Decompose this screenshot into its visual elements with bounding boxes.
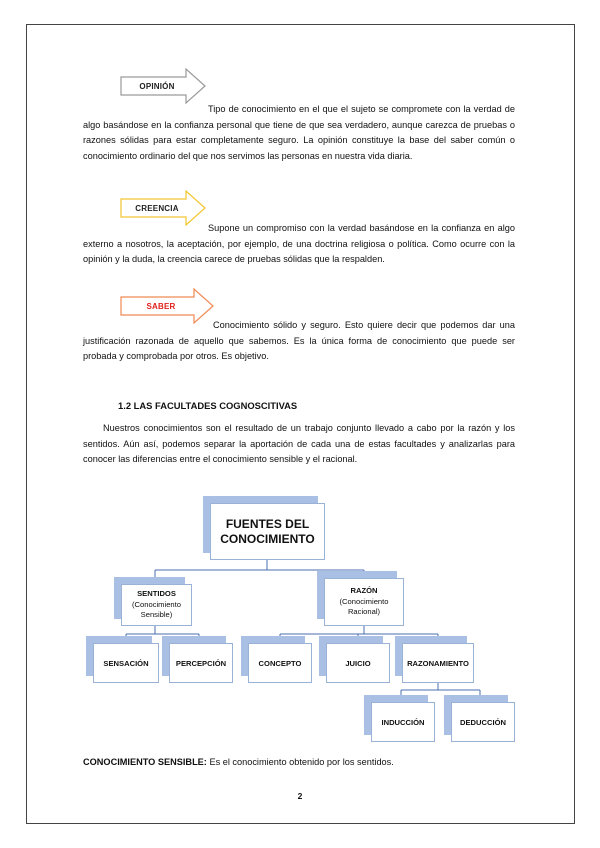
sentidos-sub1: (Conocimiento (132, 599, 181, 609)
percepcion-label: PERCEPCIÓN (175, 658, 227, 668)
sentidos-sub2: Sensible) (140, 610, 173, 620)
juicio-label: JUICIO (345, 658, 371, 668)
intro-paragraph (83, 421, 515, 468)
creencia-text: Supone un compromiso con la verdad basándose en la confianza en algo externo a nosotros, la aceptación, por ejemplo, de una doctrina religiosa o política. Como ocurre con la opinión y la duda, la creencia carece de pruebas sólidas que la respalden. (83, 223, 515, 265)
root-line2: CONOCIMIENTO (220, 531, 315, 546)
opinion-arrow (120, 68, 206, 104)
juicio-node (326, 643, 390, 683)
sentidos-node (121, 584, 192, 626)
concepto-node (248, 643, 312, 683)
opinion-text: Tipo de conocimiento en el que el sujeto se compromete con la verdad de algo basándose en la confianza personal que tiene de que sea verdadero, aunque carezca de pruebas o razones sólidas para estar completamente seguro. La opinión constituye la base del saber común o conocimiento ordinario del que nos servimos las personas en nuestra vida diaria. (83, 104, 515, 161)
deduccion-label: DEDUCCIÓN (460, 717, 506, 727)
section-heading: 1.2 LAS FACULTADES COGNOSCITIVAS (118, 400, 298, 411)
sensacion-node (93, 643, 159, 683)
saber-text: Conocimiento sólido y seguro. Esto quiere decir que podemos dar una justificación razonada de aquello que sabemos. Es la única forma de conocimiento que puede ser probada y comprobada por otros. Es objetivo. (83, 320, 515, 362)
conocimiento-sensible-term: CONOCIMIENTO SENSIBLE: (83, 757, 207, 767)
percepcion-node (169, 643, 233, 683)
razon-title: RAZÓN (350, 586, 378, 596)
induccion-label: INDUCCIÓN (381, 717, 425, 727)
sentidos-title: SENTIDOS (137, 589, 176, 599)
razonamiento-label: RAZONAMIENTO (407, 658, 469, 668)
root-line1: FUENTES DEL (225, 516, 310, 531)
induccion-node (371, 702, 435, 742)
diagram-root-node (210, 503, 325, 560)
opinion-paragraph (83, 102, 515, 164)
razon-sub1: (Conocimiento (339, 596, 389, 606)
creencia-paragraph (83, 221, 515, 268)
conocimiento-sensible-line (83, 757, 515, 767)
opinion-label: OPINIÓN (139, 81, 175, 91)
razon-sub2: Racional) (347, 607, 381, 617)
sensacion-label: SENSACIÓN (103, 658, 149, 668)
conocimiento-sensible-definition: Es el conocimiento obtenido por los sentidos. (209, 757, 394, 767)
saber-paragraph (83, 318, 515, 365)
page-number: 2 (297, 791, 303, 801)
concepto-label: CONCEPTO (258, 658, 302, 668)
razon-node (324, 578, 404, 626)
creencia-label: CREENCIA (135, 203, 179, 213)
deduccion-node (451, 702, 515, 742)
intro-text: Nuestros conocimientos son el resultado de un trabajo conjunto llevado a cabo por la razón y los sentidos. Aún así, podemos separar la aportación de cada una de estas facultades y analizarlas para conocer las diferencias entre el conocimiento sensible y el racional. (83, 423, 515, 465)
razonamiento-node (402, 643, 474, 683)
saber-label: SABER (146, 301, 176, 311)
